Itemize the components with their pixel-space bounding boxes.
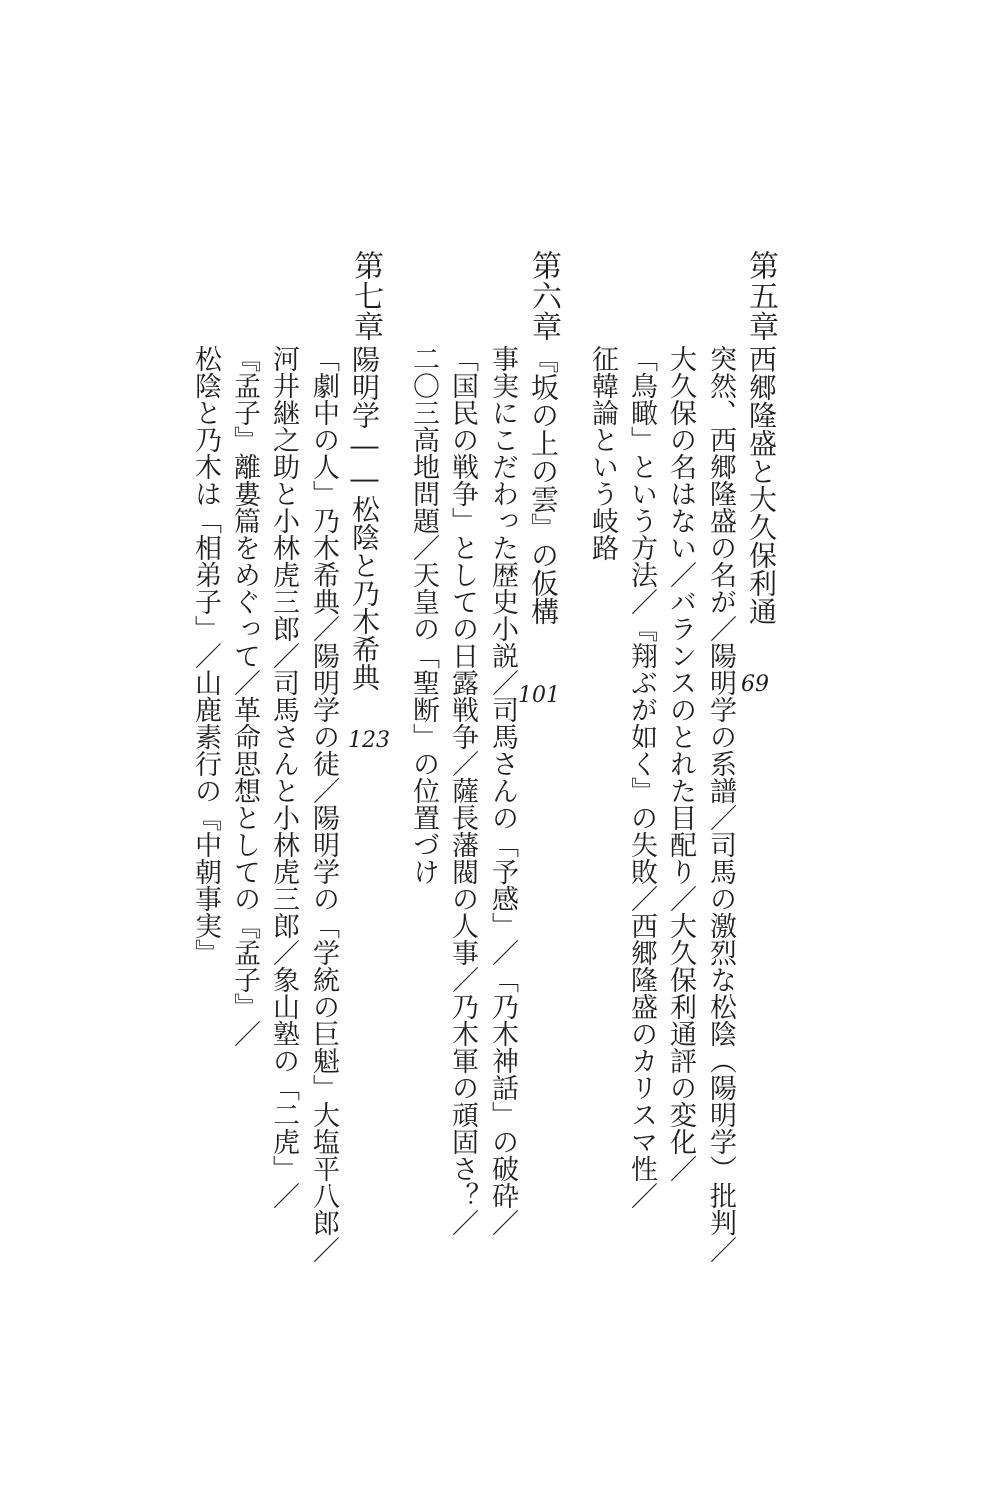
toc-item-line: 『孟子』離婁篇をめぐって／革命思想としての『孟子』／ bbox=[229, 345, 260, 1047]
toc-item-line: 「劇中の人」乃木希典／陽明学の徒／陽明学の「学統の巨魁」大塩平八郎／ bbox=[308, 345, 339, 1263]
chapter-title: 西郷隆盛と大久保利通 bbox=[745, 345, 778, 625]
toc-item-line: 河井継之助と小林虎三郎／司馬さんと小林虎三郎／象山塾の「二虎」／ bbox=[268, 345, 299, 1209]
chapter-heading: 第五章 bbox=[743, 250, 778, 342]
page-number: 101 bbox=[518, 683, 560, 708]
toc-item-line: 「鳥瞰」という方法／『翔ぶが如く』の失敗／西郷隆盛のカリスマ性／ bbox=[626, 345, 657, 1209]
chapter-heading: 第六章 bbox=[526, 250, 561, 342]
toc-item-line: 大久保の名はない／バランスのとれた目配り／大久保利通評の変化／ bbox=[665, 345, 696, 1182]
chapter-title: 『坂の上の雲』の仮構 bbox=[527, 345, 560, 625]
toc-item-line: 征韓論という岐路 bbox=[587, 345, 618, 561]
page-number: 69 bbox=[741, 672, 769, 697]
toc-item-line: 「国民の戦争」としての日露戦争／薩長藩閥の人事／乃木軍の頑固さ？／ bbox=[447, 345, 478, 1236]
chapter-heading: 第七章 bbox=[348, 250, 383, 342]
toc-item-line: 松陰と乃木は「相弟子」／山鹿素行の『中朝事実』 bbox=[190, 345, 221, 966]
page-number: 123 bbox=[348, 728, 390, 753]
chapter-title: 陽明学――松陰と乃木希典 bbox=[348, 345, 381, 691]
toc-item-line: 突然、西郷隆盛の名が／陽明学の系譜／司馬の激烈な松陰（陽明学）批判／ bbox=[705, 345, 736, 1263]
toc-item-line: 二〇三高地問題／天皇の「聖断」の位置づけ bbox=[408, 345, 439, 885]
toc-item-line: 事実にこだわった歴史小説／司馬さんの「予感」／「乃木神話」の破砕／ bbox=[487, 345, 518, 1236]
